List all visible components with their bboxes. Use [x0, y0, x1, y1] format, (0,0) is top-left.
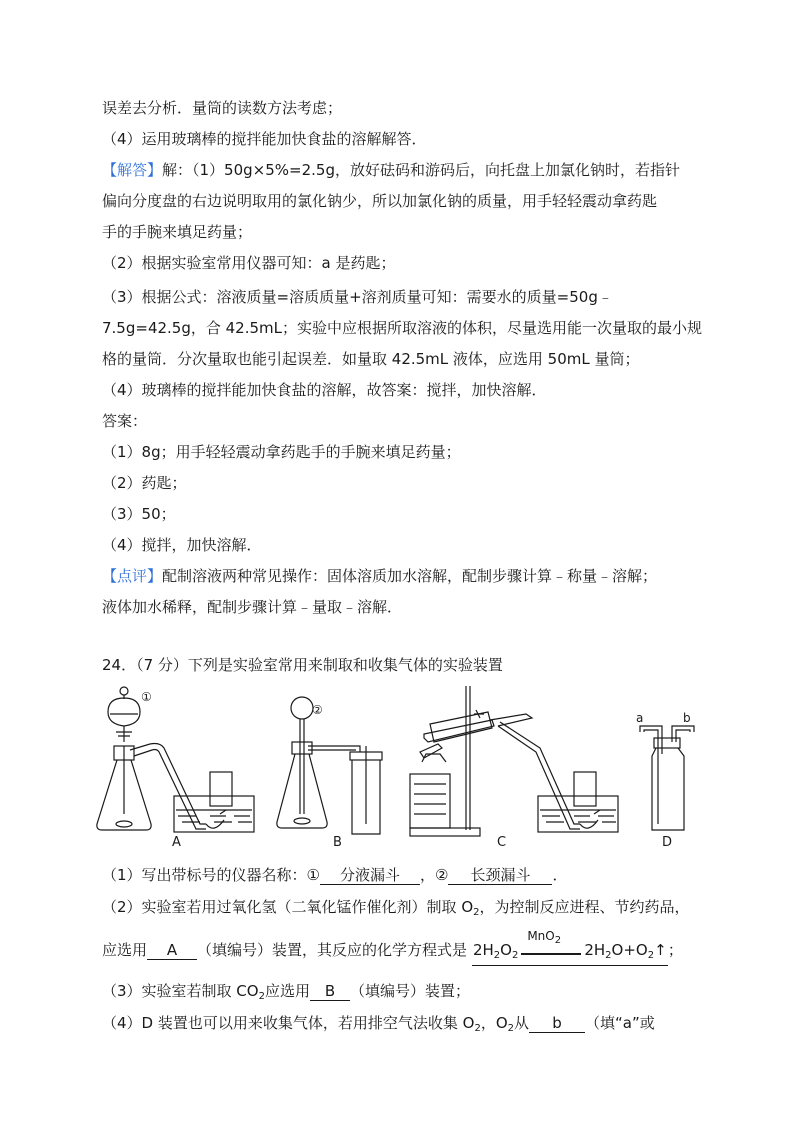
comment-tag: 【点评】: [102, 567, 163, 585]
text-line-4: 偏向分度盘的右边说明取用的氯化钠少，所以加氯化钠的质量，用手轻轻震动拿药匙: [102, 192, 658, 210]
label-tube-b: b: [683, 711, 691, 725]
reaction-condition: MnO$_2$: [521, 943, 581, 955]
text-line-1: 误差去分析．量筒的读数方法考虑；: [102, 99, 343, 117]
comment-line-1: [102, 566, 657, 586]
question-24-title: 24．（7 分）下列是实验室常用来制取和收集气体的实验装置: [102, 656, 503, 674]
answer-blank-1: 分液漏斗: [320, 866, 420, 885]
apparatus-figure: [0, 684, 800, 854]
answer-blank-4: B: [310, 982, 350, 1001]
question-24-part-1: （1）写出带标号的仪器名称：① 分液漏斗 ，② 长颈漏斗 ．: [102, 866, 568, 884]
label-c: C: [497, 835, 507, 850]
text-line-14: （3）50；: [102, 505, 176, 523]
text-line-11: 答案：: [102, 412, 148, 430]
text-line-15: （4）搅拌，加快溶解．: [102, 536, 262, 554]
comment-text: 配制溶液两种常见操作：固体溶质加水溶解，配制步骤计算﹣称量﹣溶解；: [162, 567, 658, 585]
apparatus-a: [97, 687, 254, 832]
equation-blank: $2H_2O_2$ MnO$_2$ $2H_2O+O_2↑$: [472, 941, 668, 966]
question-24-part-3: （3）实验室若制取 $CO_2$应选用 B （填编号）装置；: [102, 982, 470, 1002]
answer-tag: 【解答】: [102, 161, 163, 179]
answer-line-1: [102, 160, 680, 180]
question-24-part-2-line-1: （2）实验室若用过氧化氢（二氧化锰作催化剂）制取 $O_2$，为控制反应进程、节约药品，: [102, 898, 690, 918]
text-line-5: 手的手腕来填足药量；: [102, 223, 253, 241]
label-b: B: [333, 835, 342, 850]
text-line-13: （2）药匙；: [102, 474, 187, 492]
label-d: D: [662, 835, 673, 850]
answer-blank-5: b: [529, 1014, 585, 1033]
label-mark-2: ②: [312, 703, 323, 717]
text-line-9: 格的量筒．分次量取也能引起误差．如量取 42.5mL 液体，应选用 50mL 量筒；: [102, 350, 640, 368]
apparatus-d: [640, 726, 694, 830]
text-line-8: 7.5g=42.5g，合 42.5mL；实验中应根据所取溶液的体积，尽量选用能一次量取的最小规: [102, 319, 703, 337]
answer-blank-2: 长颈漏斗: [448, 866, 552, 885]
question-24-part-4: （4）D 装置也可以用来收集气体，若用排空气法收集 $O_2$，$O_2$从 b （填“a”或: [102, 1014, 655, 1034]
text-line-10: （4）玻璃棒的搅拌能加快食盐的溶解，故答案：搅拌，加快溶解．: [102, 381, 547, 399]
text-line-7: （3）根据公式：溶液质量=溶质质量+溶剂质量可知：需要水的质量=50g﹣: [102, 288, 613, 306]
text-line-12: （1）8g；用手轻轻震动拿药匙手的手腕来填足药量；: [102, 443, 461, 461]
label-a: A: [172, 835, 181, 850]
answer-text: 解：（1）50g×5%=2.5g，放好砝码和游码后，向托盘上加氯化钠时，若指针: [162, 161, 680, 179]
answer-blank-3: A: [147, 941, 197, 960]
label-mark-1: ①: [141, 690, 152, 704]
text-line-17: 液体加水稀释，配制步骤计算﹣量取﹣溶解．: [102, 598, 403, 616]
apparatus-b: [277, 697, 382, 834]
question-24-part-2-line-2: 应选用 A （填编号）装置，其反应的化学方程式是 $2H_2O_2$ MnO$_2$ $2H_2O+O_2↑$；: [102, 940, 683, 966]
apparatus-c: [410, 686, 618, 836]
label-tube-a: a: [636, 711, 644, 725]
text-line-6: （2）根据实验室常用仪器可知：a 是药匙；: [102, 254, 396, 272]
text-line-2: （4）运用玻璃棒的搅拌能加快食盐的溶解解答．: [102, 130, 427, 148]
